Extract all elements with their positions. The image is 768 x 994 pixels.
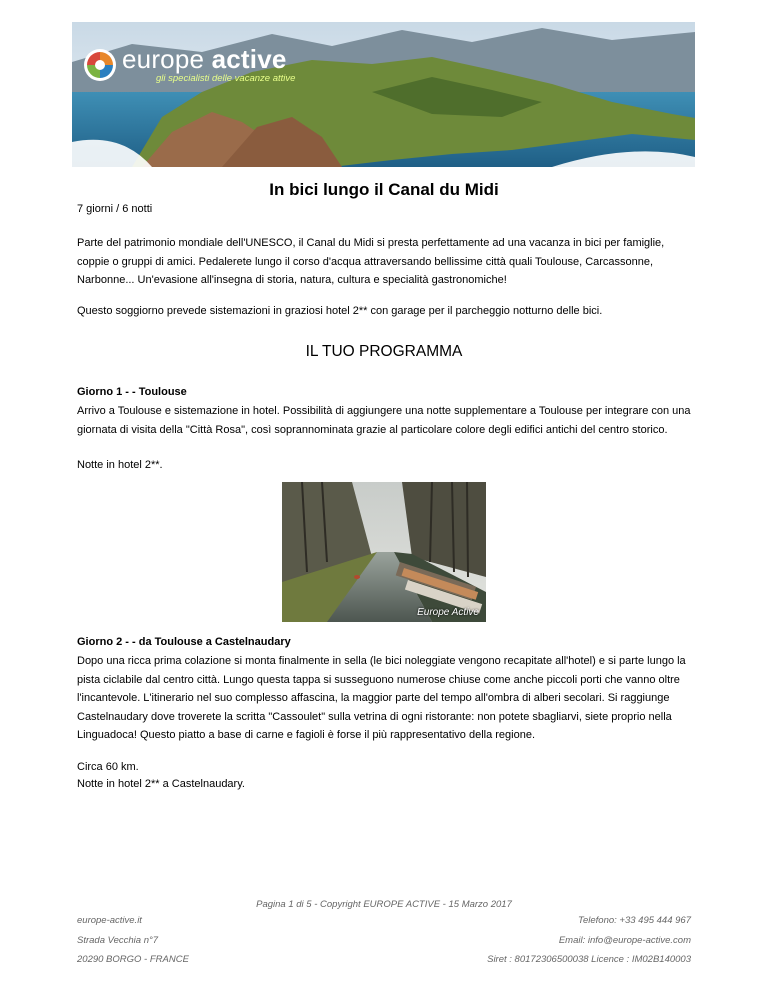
brand-name: europe active (122, 44, 287, 74)
compass-icon (84, 49, 116, 81)
day-2-title: Giorno 2 - - da Toulouse a Castelnaudary (77, 636, 291, 648)
day-1-title: Giorno 1 - - Toulouse (77, 386, 187, 398)
footer-registration: Siret : 80172306500038 Licence : IM02B140003 (487, 954, 691, 965)
page-title: In bici lungo il Canal du Midi (269, 180, 499, 199)
accommodation-paragraph: Questo soggiorno prevede sistemazioni in graziosi hotel 2** con garage per il parcheggio notturno delle bici. (77, 305, 603, 317)
day-1-description: Arrivo a Toulouse e sistemazione in hotel. Possibilità di aggiungere una notte supplementare a Toulouse per integrare con una giornata di visita della "Città Rosa", così soprannominata grazie al particolare colore degli edifici antichi del centro storico. (77, 405, 691, 436)
brand-logo[interactable] (84, 46, 295, 84)
footer-website[interactable]: europe-active.it (77, 915, 142, 926)
day-1-night: Notte in hotel 2**. (77, 459, 163, 471)
program-heading: IL TUO PROGRAMMA (305, 343, 463, 360)
intro-paragraph: Parte del patrimonio mondiale dell'UNESCO, il Canal du Midi si presta perfettamente ad una vacanza in bici per famiglie, coppie o gruppi di amici. Pedalerete lungo il corso d'acqua attraversando bellissime città quali Toulouse, Carcassonne, Narbonne... Un'evasione all'insegna di storia, natura, cultura e specialità gastronomiche! (77, 237, 665, 286)
footer-page-info: Pagina 1 di 5 - Copyright EUROPE ACTIVE - 15 Marzo 2017 (256, 899, 512, 910)
canal-photo (282, 482, 486, 622)
day-2-distance: Circa 60 km. (77, 761, 139, 773)
footer-city: 20290 BORGO - FRANCE (77, 954, 189, 965)
footer-address: Strada Vecchia n°7 (77, 935, 159, 946)
header-banner (72, 22, 695, 167)
trip-duration: 7 giorni / 6 notti (77, 203, 153, 215)
photo-watermark: Europe Active (417, 607, 479, 618)
footer-email[interactable]: Email: info@europe-active.com (558, 935, 691, 946)
brand-tagline: gli specialisti delle vacanze attive (156, 73, 296, 84)
day-2-night: Notte in hotel 2** a Castelnaudary. (77, 778, 245, 790)
footer-phone[interactable]: Telefono: +33 495 444 967 (578, 915, 691, 926)
day-2-description: Dopo una ricca prima colazione si monta finalmente in sella (le bici noleggiate vengono recapitate all'hotel) e si parte lungo la pista ciclabile dal centro città. Lungo questa tappa si susseguono numerose chiuse come anche piccoli porti che vanno oltre l'incantevole. L'itinerario nel suo complesso affascina, la maggior parte del tempo all'ombra di alberi secolari. Si raggiunge Castelnaudary dove troverete la scritta "Cassoulet" sulla vetrina di ogni ristorante: non potete sbagliarvi, siete proprio nella Linguadoca! Questo piatto a base di carne e fagioli è forse il più rappresentativo della regione. (77, 655, 686, 741)
